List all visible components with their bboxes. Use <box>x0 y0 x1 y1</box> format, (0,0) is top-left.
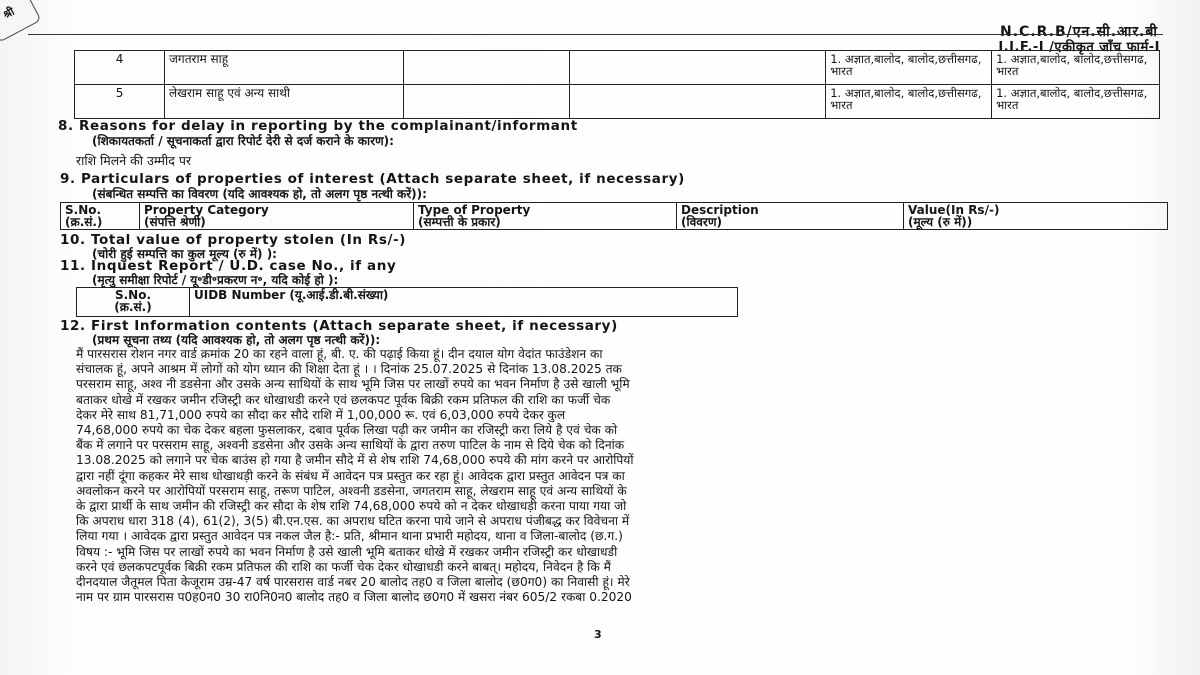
column-header: (सम्पत्ती के प्रकार) <box>418 215 501 229</box>
section-10-subheading: (चोरी हुई सम्पत्ति का कुल मूल्य (रु में) ): <box>92 247 277 261</box>
section-8-subheading: (शिकायतकर्ता / सूचनाकर्ता द्वारा रिपोर्ट देरी से दर्ज कराने के कारण): <box>92 134 394 148</box>
header-ncrb: N.C.R.B/एन.सी.आर.बी <box>1000 24 1158 40</box>
corner-stamp <box>0 0 42 43</box>
uidb-col-sno <box>77 288 190 317</box>
accused-cell <box>403 85 570 119</box>
property-table <box>60 202 1168 230</box>
fir-line: के द्वारा प्रार्थी के साथ जमीन की रजिस्ट्री कर सौदा के शेष राशि 74,68,000 रुपये को न देकर धोखाधड़ी करना पाया गया जो <box>76 499 627 514</box>
fir-line: 13.08.2025 को लगाने पर चेक बाउंस हो गया है जमीन सौदे में से शेष राशि 74,68,000 रुपये की मांग करने पर आरोपियों <box>76 453 634 468</box>
section-9-heading: 9. Particulars of properties of interest (Attach separate sheet, if necessary) <box>60 171 685 187</box>
fir-line: अवलोकन करने पर आरोपियों परसराम साहू, तरूण पाटिल, अश्वनी डडसेना, जगतराम साहू, लेखराम साहू एवं अन्य साथियों के <box>76 483 627 498</box>
column-header: (विवरण) <box>681 215 723 229</box>
fir-line: मैं पारसरास रोशन नगर वार्ड क्रमांक 20 का रहने वाला हूं, बी. ए. की पढ़ाई किया हूं। दीन दयाल योग वेदांत फाउंडेशन का <box>76 347 603 361</box>
section-12-heading: 12. First Information contents (Attach separate sheet, if necessary) <box>60 318 618 334</box>
fir-line: 74,68,000 रुपये का चेक देकर बहला फुसलाकर, दबाव पूर्वक लिखा पढ़ी कर जमीन का रजिस्ट्री करा लिये है एवं चेक को <box>76 423 618 438</box>
page-number: 3 <box>594 628 602 641</box>
fir-line: परसराम साहू, अश्व नी डडसेना और उसके अन्य साथियों के साथ भूमि जिस पर लाखों रुपये का भवन निर्माण है उसे खाली भूमि <box>76 377 630 392</box>
property-col-value <box>904 203 1168 230</box>
column-header: (क्र.सं.) <box>114 300 152 314</box>
column-header: (क्र.सं.) <box>65 215 103 229</box>
column-header: (संपत्ति श्रेणी) <box>144 215 206 229</box>
fir-line: विषय :- भूमि जिस पर लाखों रुपये का भवन निर्माण है उसे खाली भूमि बताकर धोखे में रखकर जमीन रजिस्ट्री कर धोखाधडी <box>76 544 618 559</box>
fir-line: बताकर धोखे में रखकर जमीन रजिस्ट्री कर धोखाधडी करने एवं छलकपट पूर्वक बिक्री रकम प्रतिफल की राशि का फर्जी चेक <box>76 392 611 407</box>
accused-table <box>74 50 1160 119</box>
property-col-sno <box>61 203 140 230</box>
uidb-col-number: UIDB Number (यू.आई.डी.बी.संख्या) <box>190 288 738 317</box>
column-header: Property Category <box>144 203 269 217</box>
fir-line: करने एवं छलकपटपूर्वक बिक्री रकम प्रतिफल की राशि का फर्जी चेक देकर धोखाधडी करने बाबत्। महोदय, निवेदन है कि मैं <box>76 559 611 574</box>
accused-address: 1. अज्ञात,बालोद, बालोद,छत्तीसगढ, भारत <box>826 51 992 85</box>
column-header: Type of Property <box>418 203 531 217</box>
property-col-category <box>140 203 414 230</box>
fir-line: लिया गया । आवेदक द्वारा प्रस्तुत आवेदन पत्र नकल जैल है:- प्रति, श्रीमान थाना प्रभारी महोदय, थाना व जिला-बालोद (छ.ग.) <box>76 529 623 544</box>
section-11-heading: 11. Inquest Report / U.D. case No., if any <box>60 258 397 274</box>
uidb-table <box>76 287 738 317</box>
table-row <box>61 203 1168 230</box>
section-10-heading: 10. Total value of property stolen (In Rs/-) <box>60 232 406 248</box>
fir-line: देकर मेरे साथ 81,71,000 रुपये का सौदा कर सौदे राशि में 1,00,000 रू. एवं 6,03,000 रुपये देकर कुल <box>76 407 566 422</box>
fir-line: संचालक हूं, अपने आश्रम में लोगों को योग ध्यान की शिक्षा देता हूं । । दिनांक 25.07.2025 से दिनांक 13.08.2025 तक <box>76 362 622 377</box>
table-row <box>75 85 1160 119</box>
property-col-type <box>414 203 677 230</box>
property-col-description <box>677 203 904 230</box>
corner-stamp-text: श्री <box>1 4 17 22</box>
accused-cell <box>403 51 570 85</box>
fir-line: दीनदयाल जैतूमल पिता केजूराम उम्र-47 वर्ष पारसरास वार्ड नबर 20 बालोद तह0 व जिला बालोद (छ0ग0) का निवासी हूं। मेरे <box>76 575 630 590</box>
section-8-heading: 8. Reasons for delay in reporting by the complainant/informant <box>58 118 578 134</box>
accused-cell <box>570 85 826 119</box>
header-form-name: I.I.F.-I /एकीकृत जाँच फार्म-I <box>998 40 1160 55</box>
column-header: Description <box>681 203 759 217</box>
table-row <box>75 51 1160 85</box>
accused-address: 1. अज्ञात,बालोद, बालोद,छत्तीसगढ, भारत <box>992 51 1160 85</box>
section-8-answer: राशि मिलने की उम्मीद पर <box>76 153 192 168</box>
fir-line: बैंक में लगाने पर परसराम साहू, अश्वनी डडसेना और उसके अन्य साथियों के द्वारा तरुण पाटिल के नाम से दिये चेक को दिनांक <box>76 438 625 453</box>
section-9-subheading: (संबन्धित सम्पत्ति का विवरण (यदि आवश्यक हो, तो अलग पृष्ठ नत्थी करें)): <box>92 187 427 201</box>
column-header: Value(In Rs/-) <box>908 203 1000 217</box>
accused-serial: 5 <box>75 85 165 119</box>
section-12-subheading: (प्रथम सूचना तथ्य (यदि आवश्यक हो, तो अलग पृष्ठ नत्थी करें)): <box>92 333 381 347</box>
column-header: S.No. <box>114 288 152 302</box>
accused-name: लेखराम साहू एवं अन्य साथी <box>165 85 403 119</box>
fir-contents <box>76 347 1166 605</box>
table-row <box>77 288 738 317</box>
column-header: S.No. <box>65 203 102 217</box>
fir-line: द्वारा नहीं दूंगा कहकर मेरे साथ धोखाधड़ी करने के संबंध में आवेदन पत्र प्रस्तुत कर रहा हूं। आवेदक द्वारा प्रस्तुत आवेदन पत्र का <box>76 468 625 483</box>
header-rule <box>28 34 1163 35</box>
fir-line: नाम पर ग्राम पारसरास प0ह0न0 30 रा0नि0न0 बालोद तह0 व जिला बालोद छ0ग0 में खसरा नंबर 605/2 रकबा 0.2020 <box>76 590 632 605</box>
accused-address: 1. अज्ञात,बालोद, बालोद,छत्तीसगढ, भारत <box>992 85 1160 119</box>
section-11-subheading: (मृत्यु समीक्षा रिपोर्ट / यू॰डी॰प्रकरण न॰, यदि कोई हो ): <box>92 273 339 287</box>
accused-serial: 4 <box>75 51 165 85</box>
accused-cell <box>570 51 826 85</box>
accused-name: जगतराम साहू <box>165 51 403 85</box>
fir-line: कि अपराध धारा 318 (4), 61(2), 3(5) बी.एन.एस. का अपराध घटित करना पाये जाने से अपराध पंजीबद्ध कर विवेचना में <box>76 514 630 529</box>
accused-address: 1. अज्ञात,बालोद, बालोद,छत्तीसगढ, भारत <box>826 85 992 119</box>
column-header: (मूल्य (रु में)) <box>908 215 973 229</box>
